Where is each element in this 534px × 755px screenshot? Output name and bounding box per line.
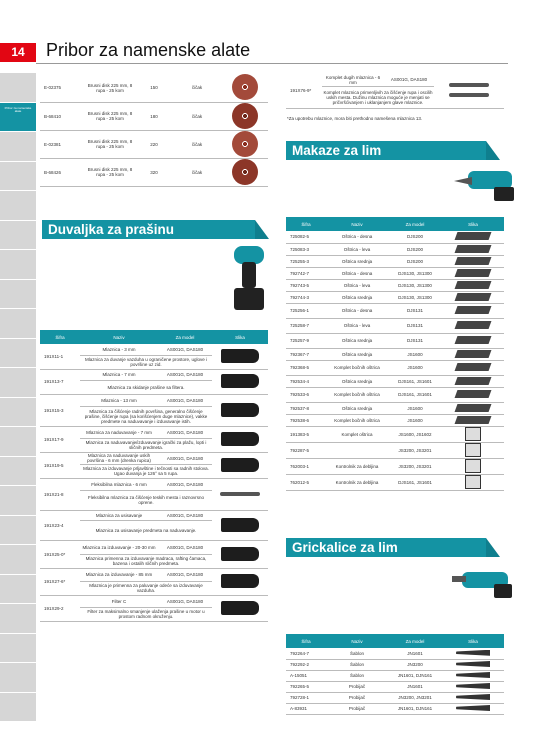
blade-model: DJS161, JS1601 — [388, 387, 442, 402]
section-title-duvaljka: Duvaljka za prašinu — [42, 220, 255, 239]
blade-model: DJS200 — [388, 255, 442, 267]
rod-model: AS001G, DAS180 — [384, 74, 434, 86]
side-tab[interactable] — [0, 249, 36, 279]
nozzle-name: Mlaznica za naduvavanje uskih površina - 6 mm (drenka rupica) — [80, 452, 158, 464]
side-tab[interactable] — [0, 662, 36, 692]
blade-model: DJS130, JS1300 — [388, 279, 442, 291]
blade-model: JS1600 — [388, 402, 442, 414]
blade-model: JS1600 — [388, 414, 442, 426]
blade-name: Oštrica - desna — [326, 267, 388, 279]
side-tab[interactable] — [0, 456, 36, 486]
long-nozzle-image — [449, 93, 489, 97]
blade-name: Oštrica - leva — [326, 318, 388, 333]
nozzle-desc: Mlaznica primenna za izduvavanje madraca, rafting čamaca, bazena i ostalih sličnih predmeta. — [80, 554, 212, 568]
nozzle-image — [221, 601, 259, 615]
blade-name: Kontrolnik za debljina — [326, 474, 388, 490]
nozzle-desc: Fleksibilna mlaznica za čišćenje teskih mesta i raznovrsno oprene. — [80, 490, 212, 510]
blade-model: JS1600 — [388, 360, 442, 375]
nozzle-desc: Mlaznica za usisavanje predmeta na naduvavanje. — [80, 520, 212, 540]
blade-model: DJS200 — [388, 243, 442, 255]
side-tab[interactable] — [0, 72, 36, 102]
blade-code: 792533-6 — [286, 387, 326, 402]
disc-system: čičak — [172, 130, 222, 158]
blade-name: Oštrica srednja — [326, 402, 388, 414]
disc-grit: 220 — [136, 130, 172, 158]
nozzle-model: AS001G, DAS180 — [158, 369, 212, 380]
blade-code: 725083-3 — [286, 243, 326, 255]
blade-code: 725257-9 — [286, 333, 326, 348]
blade-name: Oštrica - desna — [326, 231, 388, 243]
nozzle-image — [221, 374, 259, 388]
col-sifra: Šifra — [286, 217, 326, 231]
nibbler-code: A-15051 — [286, 670, 326, 681]
nozzle-name: Mlaznica za izduvavanje - 20-30 mm — [80, 540, 158, 554]
rod-note: *Za upotrebu mlaznice, mora biti prethodno namešena mlaznica 13. — [287, 116, 423, 121]
disc-code: E-02375 — [40, 74, 84, 102]
nozzle-name: Mlaznica - 13 mm — [80, 394, 158, 406]
disc-desc: Brusni disk 225 mm, 8 rupa - 25 kom — [84, 158, 136, 186]
nozzle-desc: Mlaznica za naduvavanje/izduvavanje igrački za plažu, lopti i sličnih predmeta. — [80, 438, 212, 452]
blade-model: DJS131 — [388, 318, 442, 333]
nozzle-image — [221, 432, 259, 446]
nozzle-image — [221, 349, 259, 363]
side-tab[interactable] — [0, 279, 36, 309]
blade-image — [465, 427, 481, 441]
punch-image — [456, 672, 490, 678]
blade-code: 762003-1 — [286, 458, 326, 474]
disc-grit: 180 — [136, 102, 172, 130]
side-tab[interactable] — [0, 515, 36, 545]
nibbler-name: Šablon — [326, 648, 388, 659]
col-slika: Slika — [212, 330, 268, 344]
blade-name: Oštrica srednja — [326, 291, 388, 303]
blade-image — [465, 443, 481, 457]
blade-code: 792287-5 — [286, 442, 326, 458]
nozzle-code: 191X23-4 — [40, 510, 80, 540]
rod-name: Komplet dugih mlaznica - 6 mm — [322, 74, 384, 86]
blade-model: DJS130, JS1300 — [388, 267, 442, 279]
blade-code: 792537-8 — [286, 402, 326, 414]
nozzle-name: Mlaznica za naduvavanje - 7 mm — [80, 426, 158, 438]
side-tab[interactable] — [0, 574, 36, 604]
nozzle-name: Mlaznica za usisavanje — [80, 510, 158, 520]
blade-name: Oštrica srednja — [326, 348, 388, 360]
col-sifra: Šifra — [40, 330, 80, 344]
nozzle-code: 191X11-1 — [40, 344, 80, 369]
punch-image — [456, 694, 490, 700]
nibbler-name: Šablon — [326, 670, 388, 681]
sanding-disc-image — [232, 103, 258, 129]
nozzle-model: AS001G, DAS180 — [158, 595, 212, 607]
disc-desc: Brusni disk 225 mm, 8 rupa - 25 kom — [84, 74, 136, 102]
blade-name: Komplet bočnih oštrica — [326, 360, 388, 375]
col-model: Za model — [388, 217, 442, 231]
blade-image — [455, 404, 492, 412]
side-tab[interactable] — [0, 161, 36, 191]
blade-image — [455, 336, 492, 344]
punch-image — [456, 683, 490, 689]
side-tab[interactable] — [0, 692, 36, 722]
blade-image — [455, 350, 492, 358]
section-title-makaze: Makaze za lim — [286, 141, 486, 160]
blade-name: Oštrica - desna — [326, 303, 388, 318]
shear-tool-image — [454, 167, 516, 205]
blade-code: 792538-6 — [286, 414, 326, 426]
long-nozzle-image — [449, 83, 489, 87]
col-model: Za model — [158, 330, 212, 344]
blade-image — [455, 232, 492, 240]
blade-model: DJS131 — [388, 333, 442, 348]
blade-code: 725082-5 — [286, 231, 326, 243]
nozzle-name: Mlaznica - 7 mm — [80, 369, 158, 380]
nibbler-name: Probijač — [326, 703, 388, 714]
nozzle-code: 191X25-0* — [40, 540, 80, 568]
col-naziv: Naziv — [326, 217, 388, 231]
col-model: Za model — [388, 634, 442, 648]
disc-system: čičak — [172, 102, 222, 130]
nozzle-model: AS001G, DAS180 — [158, 344, 212, 355]
blade-image — [455, 293, 492, 301]
nozzle-image — [221, 574, 259, 588]
nozzle-desc: Filter za maksimalno smanjenje ulaženja prašine u motor u prostom radnom okruženju. — [80, 607, 212, 621]
blade-code: 792742-7 — [286, 267, 326, 279]
nozzle-code: 191X19-5 — [40, 452, 80, 478]
sanding-disc-image — [232, 131, 258, 157]
blade-model: JS3200, JS3201 — [388, 458, 442, 474]
nozzle-desc: Mlaznica za skidanje prašine sa filtera. — [80, 380, 212, 394]
side-tab[interactable] — [0, 603, 36, 633]
side-tab[interactable] — [0, 426, 36, 456]
nozzle-name: Filter C — [80, 595, 158, 607]
blade-image — [455, 363, 492, 371]
blade-model: JS1600, JS1602 — [388, 426, 442, 442]
nozzle-model: AS001G, DAS180 — [158, 540, 212, 554]
blade-code: 725255-3 — [286, 255, 326, 267]
side-tab[interactable] — [0, 308, 36, 338]
nibbler-tool-image — [452, 564, 514, 602]
side-tab[interactable] — [0, 131, 36, 161]
nozzle-desc: Mlaznica za duvanje vazduha u ograničene prostore, uglove i površine uz zid. — [80, 355, 212, 369]
blade-image — [465, 475, 481, 489]
blade-code: 792368-5 — [286, 360, 326, 375]
nozzle-desc: Mlaznica za izduvavanje prljavštine i tečnosti sa radnih stolova. Ugao duvanja je 126° sa 5 rupa. — [80, 464, 212, 478]
blade-model: DJS161, JS1601 — [388, 474, 442, 490]
blade-model: DJS130, JS1300 — [388, 291, 442, 303]
disc-desc: Brusni disk 225 mm, 8 rupa - 25 kom — [84, 102, 136, 130]
nozzle-name: Mlaznica - 3 mm — [80, 344, 158, 355]
nozzle-model: AS001G, DAS180 — [158, 394, 212, 406]
sanding-disc-image — [232, 159, 258, 185]
blade-image — [455, 416, 492, 424]
blade-image — [455, 257, 492, 265]
blade-image — [455, 281, 492, 289]
blade-name: Oštrica - leva — [326, 243, 388, 255]
side-tab[interactable] — [0, 338, 36, 368]
disc-system: čičak — [172, 74, 222, 102]
side-tab[interactable] — [0, 633, 36, 663]
nibbler-name: Probijač — [326, 681, 388, 692]
blade-model: DJS200 — [388, 231, 442, 243]
nozzle-image — [221, 547, 259, 561]
disc-code: E-02381 — [40, 130, 84, 158]
nozzle-model: AS001G, DAS180 — [158, 452, 212, 464]
sanding-disc-table — [40, 74, 268, 187]
nibbler-model: JN1601, DJN161 — [388, 703, 442, 714]
blade-name: Oštrica - leva — [326, 279, 388, 291]
page-title: Pribor za namenske alate — [46, 40, 251, 60]
side-tab[interactable] — [0, 544, 36, 574]
blade-code: 792534-4 — [286, 375, 326, 387]
blade-image — [455, 377, 492, 385]
nozzle-name: Mlaznica za izduvavanje - 85 mm — [80, 568, 158, 581]
col-naziv: Naziv — [326, 634, 388, 648]
nibbler-model: JN1601 — [388, 648, 442, 659]
blade-model: JS3200, JS3201 — [388, 442, 442, 458]
nibbler-model: JN1601 — [388, 681, 442, 692]
col-slika: Slika — [442, 634, 504, 648]
blade-code: 792744-3 — [286, 291, 326, 303]
side-tab[interactable] — [0, 367, 36, 397]
blade-model: DJS131 — [388, 303, 442, 318]
blade-image — [455, 245, 492, 253]
nibbler-model: JN3200, JN3201 — [388, 692, 442, 703]
nozzle-code: 191X17-9 — [40, 426, 80, 452]
blade-code: 725256-1 — [286, 303, 326, 318]
nozzle-image — [221, 458, 259, 472]
nozzle-code: 191X15-3 — [40, 394, 80, 426]
nibbler-code: 792264-7 — [286, 648, 326, 659]
nozzle-model: AS001G, DAS180 — [158, 510, 212, 520]
side-tab[interactable] — [0, 190, 36, 220]
nozzle-code: 191X29-2 — [40, 595, 80, 621]
nozzle-model: AS001G, DAS180 — [158, 426, 212, 438]
sanding-disc-image — [232, 74, 258, 100]
blade-image — [455, 269, 492, 277]
punch-image — [456, 650, 490, 656]
nibbler-table — [286, 634, 504, 715]
blade-code: 762012-5 — [286, 474, 326, 490]
blower-tool-image — [228, 246, 272, 312]
side-tabs — [0, 72, 36, 721]
section-title-grickalice: Grickalice za lim — [286, 538, 486, 557]
nozzle-model: AS001G, DAS180 — [158, 568, 212, 581]
side-tab[interactable] — [0, 397, 36, 427]
disc-grit: 320 — [136, 158, 172, 186]
nibbler-name: Šablon — [326, 659, 388, 670]
blade-image — [455, 390, 492, 398]
col-slika: Slika — [442, 217, 504, 231]
blade-name: Oštrica srednja — [326, 255, 388, 267]
nozzle-model: AS001G, DAS180 — [158, 478, 212, 490]
nozzle-name: Fleksibilna mlaznica - 6 mm — [80, 478, 158, 490]
punch-image — [456, 705, 490, 711]
blade-image — [465, 459, 481, 473]
nozzle-code: 191X21-8 — [40, 478, 80, 510]
rod-code: 191X76-9* — [286, 74, 322, 108]
col-naziv: Naziv — [80, 330, 158, 344]
nozzle-image — [220, 492, 260, 496]
nibbler-code: A-83931 — [286, 703, 326, 714]
rod-desc: Komplet mlaznica primenljivih za čišćenje rupa i oscilih uskih mesta. Dužinu mlaznica moguće je menjati se pričvršćivanjem i uklanjanjem glave mlaznice. — [322, 86, 434, 108]
blade-code: 792743-5 — [286, 279, 326, 291]
blade-name: Komplet oštrica — [326, 426, 388, 442]
blade-name — [326, 442, 388, 458]
blade-image — [455, 321, 492, 329]
blade-name: Komplet bočnih oštrica — [326, 414, 388, 426]
blade-code: 792367-7 — [286, 348, 326, 360]
blade-name: Oštrica srednja — [326, 333, 388, 348]
shear-blade-table — [286, 217, 504, 491]
punch-image — [456, 661, 490, 667]
nozzle-desc: Mlaznica za čišćenje radnih površina, generalno čišćenje prašine, čišćenje rupa (sa korišćenjem duge mlaznice), vakke predmete na naduvavanje i izduvavanje istih. — [80, 406, 212, 426]
side-tab[interactable] — [0, 485, 36, 515]
nibbler-model: JN1601, DJN161 — [388, 670, 442, 681]
nozzle-code: 191X27-6* — [40, 568, 80, 595]
long-nozzle-table — [286, 74, 504, 109]
disc-code: B-68410 — [40, 102, 84, 130]
disc-desc: Brusni disk 225 mm, 8 rupa - 25 kom — [84, 130, 136, 158]
blade-model: JS1600 — [388, 348, 442, 360]
page-number: 14 — [0, 43, 36, 62]
disc-system: čičak — [172, 158, 222, 186]
blade-code: 725258-7 — [286, 318, 326, 333]
disc-code: B-68426 — [40, 158, 84, 186]
side-tab[interactable]: Pribor za namenske alate — [0, 102, 36, 132]
nozzle-image — [221, 403, 259, 417]
blade-name: Kontrolnik za debljina — [326, 458, 388, 474]
nibbler-code: 792265-5 — [286, 681, 326, 692]
blade-name: Oštrica srednja — [326, 375, 388, 387]
disc-grit: 150 — [136, 74, 172, 102]
nibbler-code: 792728-1 — [286, 692, 326, 703]
blade-code: 191383-5 — [286, 426, 326, 442]
nibbler-name: Probijač — [326, 692, 388, 703]
nozzle-image — [221, 518, 259, 532]
nibbler-code: 792292-2 — [286, 659, 326, 670]
blade-model: DJS161, JS1601 — [388, 375, 442, 387]
blower-nozzle-table — [40, 330, 268, 622]
blade-image — [455, 306, 492, 314]
side-tab[interactable] — [0, 220, 36, 250]
title-rule — [36, 63, 508, 64]
nozzle-code: 191X13-7 — [40, 369, 80, 394]
blade-name: Komplet bočnih oštrica — [326, 387, 388, 402]
nibbler-model: JN3200 — [388, 659, 442, 670]
nozzle-desc: Mlaznica je primenna za paluvanje odeće sa izduvavanje vazduha. — [80, 581, 212, 595]
col-sifra: Šifra — [286, 634, 326, 648]
